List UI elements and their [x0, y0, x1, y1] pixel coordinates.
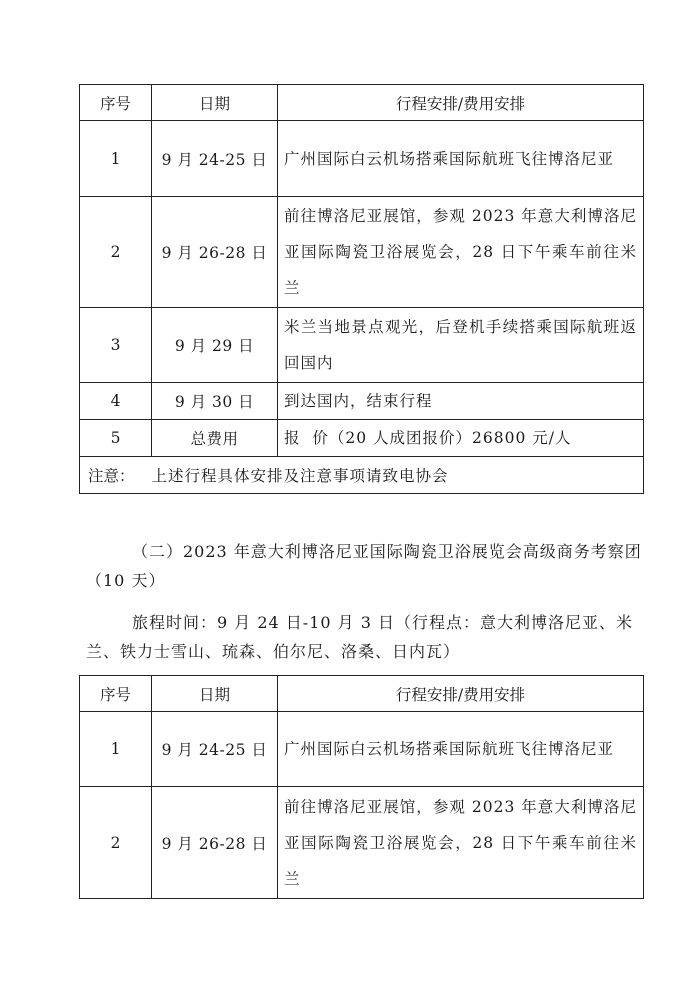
row-date: 9 月 24-25 日	[152, 121, 278, 197]
row-date: 9 月 26-28 日	[152, 197, 278, 308]
row-desc: 广州国际白云机场搭乘国际航班飞往博洛尼亚	[278, 121, 644, 197]
itinerary-table-2	[79, 675, 644, 899]
table-row	[80, 197, 644, 308]
header-no: 序号	[80, 676, 152, 712]
header-no: 序号	[80, 85, 152, 121]
row-desc: 广州国际白云机场搭乘国际航班飞往博洛尼亚	[278, 712, 644, 787]
row-desc: 米兰当地景点观光，后登机手续搭乘国际航班返回国内	[278, 308, 644, 383]
header-desc: 行程安排/费用安排	[278, 676, 644, 712]
row-no: 1	[80, 121, 152, 197]
table-row	[80, 787, 644, 899]
row-no: 4	[80, 383, 152, 420]
row-no: 1	[80, 712, 152, 787]
table-note-row	[80, 457, 644, 494]
schedule-text: 旅程时间：9 月 24 日-10 月 3 日（行程点：意大利博洛尼亚、米兰、铁力士雪山、琉森、伯尔尼、洛桑、日内瓦）	[86, 613, 634, 661]
row-date: 9 月 24-25 日	[152, 712, 278, 787]
table-row	[80, 712, 644, 787]
header-date: 日期	[152, 676, 278, 712]
header-date: 日期	[152, 85, 278, 121]
row-date: 9 月 26-28 日	[152, 787, 278, 899]
row-date: 9 月 30 日	[152, 383, 278, 420]
row-date: 总费用	[152, 420, 278, 457]
header-desc: 行程安排/费用安排	[278, 85, 644, 121]
row-no: 5	[80, 420, 152, 457]
table-row	[80, 383, 644, 420]
note-label: 注意：	[80, 457, 152, 494]
row-desc: 到达国内，结束行程	[278, 383, 644, 420]
row-no: 2	[80, 787, 152, 899]
row-desc: 前往博洛尼亚展馆，参观 2023 年意大利博洛尼亚国际陶瓷卫浴展览会，28 日下午乘车前往米兰	[278, 787, 644, 899]
itinerary-table-1	[79, 84, 644, 494]
row-date: 9 月 29 日	[152, 308, 278, 383]
row-no: 2	[80, 197, 152, 308]
table-header-row	[80, 676, 644, 712]
row-no: 3	[80, 308, 152, 383]
table-header-row	[80, 85, 644, 121]
table-row	[80, 121, 644, 197]
note-text: 上述行程具体安排及注意事项请致电协会	[152, 457, 644, 494]
table-row	[80, 308, 644, 383]
section-title: （二）2023 年意大利博洛尼亚国际陶瓷卫浴展览会高级商务考察团（10 天）	[86, 542, 642, 590]
table-row	[80, 420, 644, 457]
row-desc: 前往博洛尼亚展馆，参观 2023 年意大利博洛尼亚国际陶瓷卫浴展览会，28 日下午乘车前往米兰	[278, 197, 644, 308]
row-desc: 报 价（20 人成团报价）26800 元/人	[278, 420, 644, 457]
